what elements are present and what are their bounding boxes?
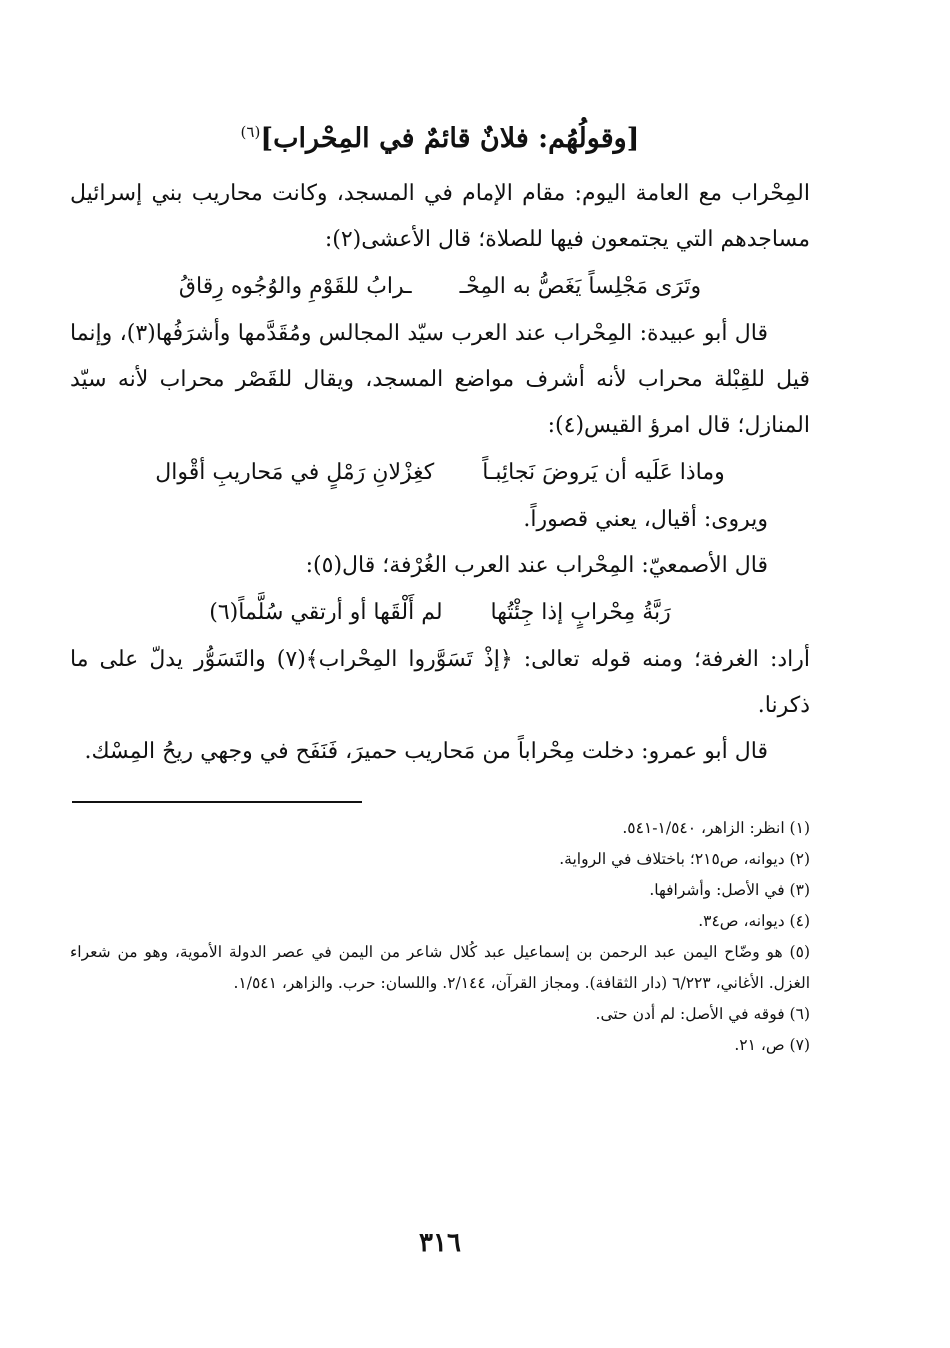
- footnote-3: (٣) في الأصل: وأشرافها.: [649, 881, 810, 899]
- verse-first-hemistich: رَبَّةُ مِحْرابٍ إذا جِئْتُها: [490, 600, 671, 625]
- footnote-separator: [72, 801, 362, 803]
- footnote-2: (٢) ديوانه، ص٢١٥؛ باختلاف في الرواية.: [559, 850, 810, 868]
- paragraph-abu-ubayda: قال أبو عبيدة: المِحْراب عند العرب سيّد المجالس ومُقَدَّمها وأشرَفُها(٣)، وإنما قيل للقِبْلة محراب لأنه أشرف مواضع المسجد، ويقال للقَصْر محراب لأنه سيّد المنازل؛ قال امرؤ القيس(٤):: [70, 321, 810, 438]
- footnote-4: (٤) ديوانه، ص٣٤.: [698, 912, 810, 930]
- heading-footnote-ref: (٦): [240, 123, 261, 141]
- page-number: ٣١٦: [419, 1228, 461, 1258]
- verse-first-hemistich: وماذا عَلَيه أن يَروضَ نَجائِبـاً: [482, 460, 725, 485]
- verse-first-hemistich: وتَرَى مَجْلِساً يَغَصُّ به المِحْـ: [459, 274, 702, 299]
- footnote-7: (٧) ص، ٢١.: [734, 1036, 810, 1054]
- verse-second-hemistich: كغِزْلانِ رَمْلٍ في مَحاريبِ أقْوال: [155, 460, 435, 485]
- paragraph-abu-amr: قال أبو عمرو: دخلت مِحْراباً من مَحاريب حميرَ، فَنَفَح في وجهي ريحُ المِسْك.: [84, 739, 768, 764]
- heading-text: [وقولُهُم: فلانٌ قائمٌ في المِحْراب]: [260, 123, 640, 154]
- verse-imru-al-qays: [70, 449, 810, 497]
- verse-unnamed-poet: [70, 589, 810, 637]
- section-heading: [70, 112, 810, 159]
- verse-second-hemistich: ـرابُ للقَوْمِ والوُجُوه رِقاقُ: [178, 274, 412, 299]
- footnote-1: (١) انظر: الزاهر، ١/٥٤٠-٥٤١.: [622, 819, 810, 837]
- verse-al-asha: [70, 263, 810, 311]
- footnote-6: (٦) فوقه في الأصل: لم أدن حتى.: [595, 1005, 810, 1023]
- paragraph-mihrab-definition: المِحْراب مع العامة اليوم: مقام الإمام في المسجد، وكانت محاريب بني إسرائيل مساجدهم التي يجتمعون فيها للصلاة؛ قال الأعشى(٢):: [70, 181, 810, 252]
- footnote-5: (٥) هو وضّاح اليمن عبد الرحمن بن إسماعيل عبد كُلال شاعر من اليمن في عصر الدولة الأموية، وهو من شعراء الغزل. الأغاني، ٦/٢٢٣ (دار الثقافة). ومجاز القرآن، ٢/١٤٤. واللسان: حرب. والزاهر، ١/٥٤١.: [70, 943, 810, 992]
- page-body: [70, 100, 810, 1270]
- paragraph-al-asmai: قال الأصمعيّ: المِحْراب عند العرب الغُرْفة؛ قال(٥):: [305, 553, 768, 578]
- paragraph-variant-reading: ويروى: أقيال، يعني قصوراً.: [523, 507, 768, 532]
- paragraph-quran-reference: أراد: الغرفة؛ ومنه قوله تعالى: ﴿إذْ تَسَوَّروا المِحْراب﴾(٧) والتَسَوُّر يدلّ على ما ذكرنا.: [70, 647, 810, 718]
- verse-second-hemistich: لم أَلْقَها أو أرتقي سُلَّماً(٦): [209, 600, 443, 625]
